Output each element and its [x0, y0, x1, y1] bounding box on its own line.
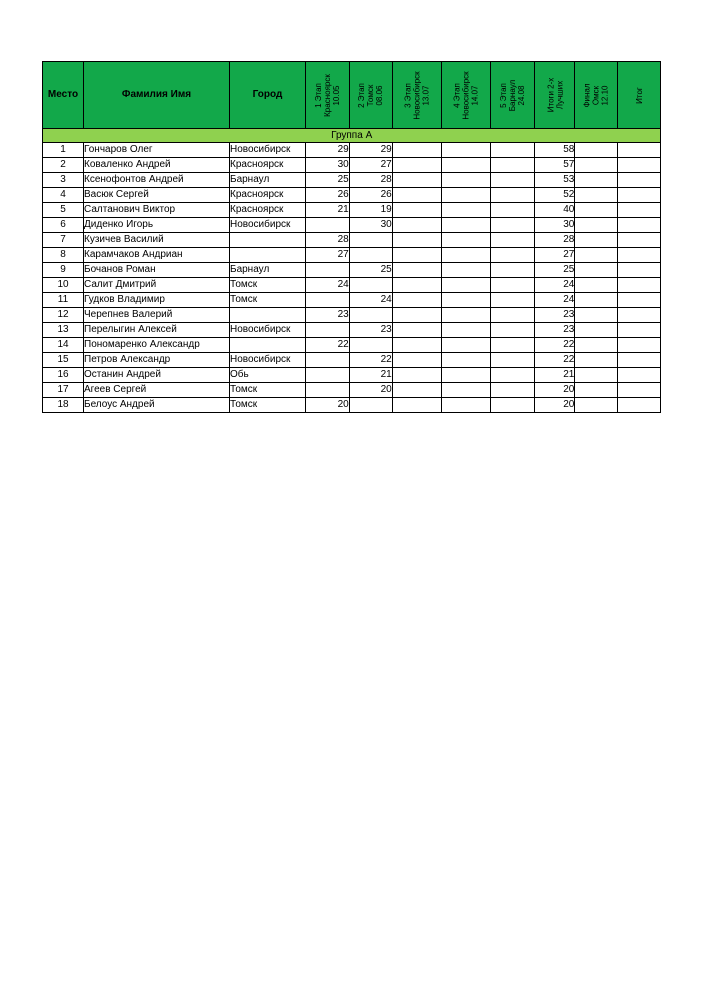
cell-s1: 27 — [306, 248, 350, 263]
cell-total — [618, 398, 661, 413]
cell-s3 — [392, 338, 441, 353]
cell-city: Красноярск — [230, 188, 306, 203]
cell-best: 23 — [535, 323, 575, 338]
header-stage-4 — [442, 62, 491, 129]
cell-s4 — [442, 368, 491, 383]
cell-s1: 30 — [306, 158, 350, 173]
cell-s3 — [392, 368, 441, 383]
cell-s3 — [392, 158, 441, 173]
cell-best: 58 — [535, 143, 575, 158]
cell-total — [618, 248, 661, 263]
cell-s4 — [442, 218, 491, 233]
cell-best: 30 — [535, 218, 575, 233]
cell-total — [618, 338, 661, 353]
cell-city: Томск — [230, 278, 306, 293]
cell-s4 — [442, 233, 491, 248]
cell-best: 22 — [535, 338, 575, 353]
header-line: 08.06 — [375, 84, 385, 106]
cell-final — [575, 233, 618, 248]
header-total — [618, 62, 661, 129]
cell-s1: 25 — [306, 173, 350, 188]
cell-total — [618, 188, 661, 203]
cell-best: 21 — [535, 368, 575, 383]
cell-place: 7 — [43, 233, 84, 248]
cell-s3 — [392, 233, 441, 248]
cell-s4 — [442, 248, 491, 263]
cell-place: 1 — [43, 143, 84, 158]
header-stage-1 — [306, 62, 350, 129]
table-row — [43, 293, 661, 308]
cell-s5 — [491, 188, 535, 203]
cell-s4 — [442, 158, 491, 173]
header-line: Омск — [591, 85, 601, 105]
cell-s4 — [442, 188, 491, 203]
cell-final — [575, 278, 618, 293]
cell-place: 3 — [43, 173, 84, 188]
cell-s1: 24 — [306, 278, 350, 293]
cell-name: Петров Александр — [84, 353, 230, 368]
cell-s3 — [392, 398, 441, 413]
cell-name: Ксенофонтов Андрей — [84, 173, 230, 188]
header-line: 14.07 — [470, 84, 480, 106]
header-name: Фамилия Имя — [84, 62, 230, 129]
header-line: 5 Этап — [499, 82, 509, 108]
cell-name: Салит Дмитрий — [84, 278, 230, 293]
cell-city: Красноярск — [230, 203, 306, 218]
header-line: Новосибирск — [412, 70, 422, 120]
cell-s5 — [491, 263, 535, 278]
cell-s3 — [392, 293, 441, 308]
cell-s4 — [442, 323, 491, 338]
cell-name: Гудков Владимир — [84, 293, 230, 308]
cell-s5 — [491, 158, 535, 173]
cell-s2: 28 — [349, 173, 392, 188]
cell-best: 57 — [535, 158, 575, 173]
cell-s4 — [442, 278, 491, 293]
cell-place: 15 — [43, 353, 84, 368]
cell-total — [618, 278, 661, 293]
cell-name: Гончаров Олег — [84, 143, 230, 158]
cell-s2 — [349, 398, 392, 413]
cell-best: 23 — [535, 308, 575, 323]
header-line: Томск — [366, 84, 376, 106]
cell-total — [618, 323, 661, 338]
cell-s2: 25 — [349, 263, 392, 278]
cell-s3 — [392, 248, 441, 263]
cell-final — [575, 323, 618, 338]
table-row — [43, 383, 661, 398]
cell-place: 9 — [43, 263, 84, 278]
cell-total — [618, 143, 661, 158]
cell-s2: 30 — [349, 218, 392, 233]
cell-s2: 19 — [349, 203, 392, 218]
cell-s3 — [392, 263, 441, 278]
cell-s4 — [442, 338, 491, 353]
table-row — [43, 203, 661, 218]
cell-best: 20 — [535, 383, 575, 398]
cell-total — [618, 293, 661, 308]
cell-s3 — [392, 218, 441, 233]
cell-final — [575, 158, 618, 173]
cell-final — [575, 188, 618, 203]
cell-city — [230, 308, 306, 323]
table-row — [43, 398, 661, 413]
cell-s3 — [392, 188, 441, 203]
cell-total — [618, 353, 661, 368]
cell-s1: 28 — [306, 233, 350, 248]
cell-best: 24 — [535, 278, 575, 293]
cell-city: Томск — [230, 383, 306, 398]
cell-s5 — [491, 233, 535, 248]
cell-s2 — [349, 338, 392, 353]
cell-city: Барнаул — [230, 173, 306, 188]
cell-s1: 20 — [306, 398, 350, 413]
cell-s4 — [442, 383, 491, 398]
cell-best: 40 — [535, 203, 575, 218]
cell-final — [575, 368, 618, 383]
cell-final — [575, 293, 618, 308]
cell-place: 10 — [43, 278, 84, 293]
cell-final — [575, 353, 618, 368]
table-row — [43, 143, 661, 158]
cell-s2 — [349, 278, 392, 293]
cell-final — [575, 248, 618, 263]
cell-total — [618, 233, 661, 248]
header-line: 2 Этап — [357, 82, 367, 108]
cell-best: 22 — [535, 353, 575, 368]
cell-s3 — [392, 143, 441, 158]
cell-name: Агеев Сергей — [84, 383, 230, 398]
cell-place: 17 — [43, 383, 84, 398]
cell-s5 — [491, 323, 535, 338]
header-line: Итог — [634, 86, 644, 104]
header-line: Новосибирск — [461, 70, 471, 120]
cell-s1 — [306, 353, 350, 368]
cell-s2 — [349, 233, 392, 248]
cell-name: Кузичев Василий — [84, 233, 230, 248]
cell-name: Карамчаков Андриан — [84, 248, 230, 263]
cell-final — [575, 263, 618, 278]
cell-s3 — [392, 323, 441, 338]
cell-city: Обь — [230, 368, 306, 383]
cell-final — [575, 143, 618, 158]
cell-s4 — [442, 398, 491, 413]
cell-name: Васюк Сергей — [84, 188, 230, 203]
cell-place: 4 — [43, 188, 84, 203]
cell-name: Коваленко Андрей — [84, 158, 230, 173]
header-line: 4 Этап — [452, 82, 462, 108]
table-row — [43, 263, 661, 278]
header-best-two — [535, 62, 575, 129]
header-line: 13.07 — [421, 84, 431, 106]
cell-s5 — [491, 218, 535, 233]
header-line: Барнаул — [508, 79, 518, 111]
header-stage-5 — [491, 62, 535, 129]
cell-s1 — [306, 293, 350, 308]
table-row — [43, 323, 661, 338]
cell-s5 — [491, 338, 535, 353]
cell-name: Салтанович Виктор — [84, 203, 230, 218]
table-row — [43, 353, 661, 368]
cell-total — [618, 203, 661, 218]
cell-s4 — [442, 173, 491, 188]
cell-final — [575, 383, 618, 398]
cell-s1 — [306, 263, 350, 278]
header-line: 12.10 — [600, 84, 610, 106]
header-line: 24.08 — [517, 84, 527, 106]
header-final — [575, 62, 618, 129]
cell-city: Красноярск — [230, 158, 306, 173]
cell-s5 — [491, 278, 535, 293]
cell-place: 18 — [43, 398, 84, 413]
table-row — [43, 158, 661, 173]
cell-s3 — [392, 383, 441, 398]
cell-place: 11 — [43, 293, 84, 308]
cell-s4 — [442, 293, 491, 308]
cell-s1 — [306, 383, 350, 398]
cell-s5 — [491, 368, 535, 383]
cell-s3 — [392, 173, 441, 188]
cell-s1 — [306, 323, 350, 338]
cell-s1: 23 — [306, 308, 350, 323]
header-stage-3 — [392, 62, 441, 129]
cell-s1: 22 — [306, 338, 350, 353]
cell-city — [230, 248, 306, 263]
header-line: Итоги 2-х — [545, 77, 555, 113]
cell-name: Пономаренко Александр — [84, 338, 230, 353]
cell-s5 — [491, 353, 535, 368]
cell-s5 — [491, 248, 535, 263]
cell-s5 — [491, 293, 535, 308]
cell-s2: 26 — [349, 188, 392, 203]
cell-total — [618, 263, 661, 278]
header-stage-2 — [349, 62, 392, 129]
cell-total — [618, 308, 661, 323]
cell-s4 — [442, 203, 491, 218]
cell-final — [575, 308, 618, 323]
header-line: 3 Этап — [403, 82, 413, 108]
cell-total — [618, 218, 661, 233]
cell-name: Черепнев Валерий — [84, 308, 230, 323]
cell-s3 — [392, 353, 441, 368]
cell-s4 — [442, 263, 491, 278]
cell-place: 13 — [43, 323, 84, 338]
group-label: Группа А — [43, 129, 661, 143]
cell-s5 — [491, 143, 535, 158]
header-line: 1 Этап — [313, 82, 323, 108]
cell-s2: 21 — [349, 368, 392, 383]
standings-table — [42, 61, 661, 413]
header-place: Место — [43, 62, 84, 129]
cell-s4 — [442, 143, 491, 158]
cell-s3 — [392, 278, 441, 293]
table-row — [43, 233, 661, 248]
cell-s5 — [491, 308, 535, 323]
cell-city: Барнаул — [230, 263, 306, 278]
cell-s4 — [442, 308, 491, 323]
cell-final — [575, 173, 618, 188]
cell-name: Диденко Игорь — [84, 218, 230, 233]
cell-s1 — [306, 218, 350, 233]
cell-s2: 24 — [349, 293, 392, 308]
cell-final — [575, 398, 618, 413]
cell-city: Томск — [230, 398, 306, 413]
cell-final — [575, 338, 618, 353]
table-row — [43, 338, 661, 353]
cell-city: Новосибирск — [230, 143, 306, 158]
cell-s3 — [392, 308, 441, 323]
cell-final — [575, 203, 618, 218]
cell-s2: 22 — [349, 353, 392, 368]
cell-place: 8 — [43, 248, 84, 263]
cell-s5 — [491, 203, 535, 218]
table-row — [43, 368, 661, 383]
cell-city: Новосибирск — [230, 353, 306, 368]
cell-total — [618, 158, 661, 173]
cell-best: 27 — [535, 248, 575, 263]
cell-city: Новосибирск — [230, 218, 306, 233]
header-line: Красноярск — [322, 73, 332, 117]
table-row — [43, 218, 661, 233]
cell-place: 16 — [43, 368, 84, 383]
cell-place: 5 — [43, 203, 84, 218]
cell-city: Новосибирск — [230, 323, 306, 338]
cell-best: 24 — [535, 293, 575, 308]
header-line: 10.05 — [331, 84, 341, 106]
cell-s3 — [392, 203, 441, 218]
cell-total — [618, 173, 661, 188]
cell-name: Бочанов Роман — [84, 263, 230, 278]
cell-total — [618, 368, 661, 383]
header-line: Финал — [582, 82, 592, 108]
cell-s1: 29 — [306, 143, 350, 158]
cell-best: 52 — [535, 188, 575, 203]
cell-s5 — [491, 398, 535, 413]
cell-s1 — [306, 368, 350, 383]
cell-city — [230, 338, 306, 353]
header-city: Город — [230, 62, 306, 129]
cell-s5 — [491, 173, 535, 188]
cell-place: 6 — [43, 218, 84, 233]
table-row — [43, 278, 661, 293]
cell-place: 12 — [43, 308, 84, 323]
header-row — [43, 62, 661, 129]
cell-best: 25 — [535, 263, 575, 278]
group-row — [43, 129, 661, 143]
cell-best: 53 — [535, 173, 575, 188]
cell-s5 — [491, 383, 535, 398]
cell-name: Останин Андрей — [84, 368, 230, 383]
cell-total — [618, 383, 661, 398]
cell-s2: 29 — [349, 143, 392, 158]
cell-s1: 26 — [306, 188, 350, 203]
cell-s2: 27 — [349, 158, 392, 173]
cell-place: 2 — [43, 158, 84, 173]
header-line: Лучших — [554, 80, 564, 110]
table-row — [43, 308, 661, 323]
cell-s2 — [349, 308, 392, 323]
cell-city — [230, 233, 306, 248]
cell-best: 20 — [535, 398, 575, 413]
cell-city: Томск — [230, 293, 306, 308]
cell-best: 28 — [535, 233, 575, 248]
cell-s2: 20 — [349, 383, 392, 398]
table-row — [43, 173, 661, 188]
table-row — [43, 248, 661, 263]
cell-place: 14 — [43, 338, 84, 353]
cell-s2: 23 — [349, 323, 392, 338]
cell-name: Белоус Андрей — [84, 398, 230, 413]
cell-s2 — [349, 248, 392, 263]
table-row — [43, 188, 661, 203]
cell-name: Перелыгин Алексей — [84, 323, 230, 338]
cell-s4 — [442, 353, 491, 368]
cell-s1: 21 — [306, 203, 350, 218]
cell-final — [575, 218, 618, 233]
